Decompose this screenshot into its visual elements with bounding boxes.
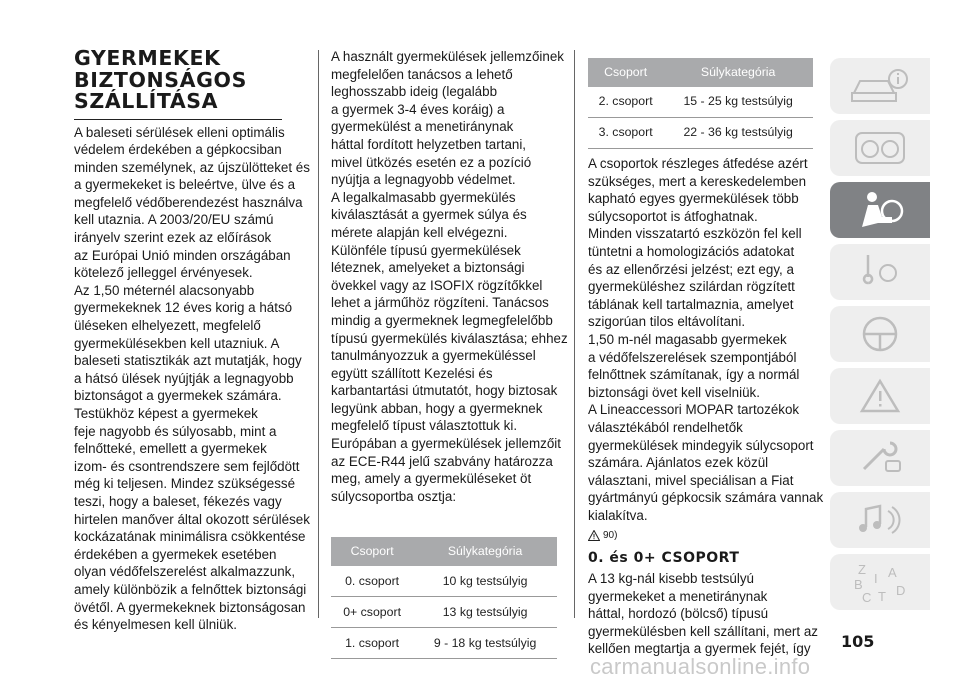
text-line: mindig a gyermeknek legmegfelelőbb <box>331 312 553 328</box>
dashboard-gauge-icon <box>848 125 912 171</box>
wrench-car-icon <box>848 435 912 481</box>
column-3 <box>588 58 824 658</box>
text-line: háttal fordított helyzetben tartani, <box>331 136 527 152</box>
text-line: gyermekeknek 12 éves korig a hátsó <box>74 300 293 316</box>
text-line: kell utaznia. A 2003/20/EU számú <box>74 212 274 228</box>
text-line: kialakítva. <box>588 507 648 523</box>
index-letter: T <box>878 589 886 604</box>
text-line: biztonsági övet kell viselniük. <box>588 384 760 400</box>
text-line: A 13 kg-nál kisebb testsúlyú <box>588 571 754 587</box>
text-line: az ECE-R44 jelű szabvány határozza <box>331 453 553 469</box>
table-cell: 13 kg testsúlyig <box>413 597 557 628</box>
index-letter: B <box>854 577 863 592</box>
text-line: A baleseti sérülések elleni optimális <box>74 124 285 140</box>
tab-car-info[interactable] <box>830 58 930 114</box>
text-line: legyünk abban, hogy a gyermeknek <box>331 400 543 416</box>
text-line: biztonságot a gyermekek számára. <box>74 388 282 404</box>
text-line: gyermekeket a menetiránynak <box>588 588 768 604</box>
seat-safety-icon <box>848 187 912 233</box>
text-line: tanulmányozzuk a gyermeküléssel <box>331 348 536 364</box>
tab-driving[interactable] <box>830 306 930 362</box>
text-line: szükséges, mert a kereskedelemben <box>588 173 807 189</box>
title-line: GYERMEKEK <box>74 46 221 70</box>
text-line: gyermekülést a menetiránynak <box>331 119 514 135</box>
table-header-weight: Súlykategória <box>413 537 557 566</box>
text-line: teszi, hogy a baleset, fékezés vagy <box>74 493 282 509</box>
column-divider <box>574 50 575 618</box>
tab-maintenance[interactable] <box>830 430 930 486</box>
table-cell: 10 kg testsúlyig <box>413 566 557 597</box>
index-letter: A <box>888 565 897 580</box>
text-line: lehet a járműhöz rögzíteni. Tanácsos <box>331 295 549 311</box>
text-line: olyan védőfelszerelést alkalmazzunk, <box>74 564 296 580</box>
text-line: gyermekülések mindegyik súlycsoport <box>588 437 814 453</box>
text-line: védelem érdekében a gépkocsiban <box>74 142 282 158</box>
text-line: és az ellenőrzési jelzést; ezt egy, a <box>588 261 794 277</box>
text-line: a hátsó ülések nyújtják a legnagyobb <box>74 370 294 386</box>
text-line: megfelelő védőberendezést használva <box>74 194 303 210</box>
table-cell: 1. csoport <box>331 628 413 659</box>
text-line: felnőttnek számítanak, így a normál <box>588 367 800 383</box>
warning-triangle-icon <box>588 530 600 541</box>
text-line: kötelező jelleggel érvényesek. <box>74 265 253 281</box>
text-line: Testükhöz képest a gyermekek <box>74 406 258 421</box>
text-line: még ki teljesen. Mindez szükségessé <box>74 476 296 492</box>
text-line: övétől. A gyermekeknek biztonságosan <box>74 599 306 615</box>
section-title <box>74 48 282 120</box>
table-row <box>588 87 813 118</box>
text-line: megfelelően tanácsos a lehető <box>331 66 513 82</box>
car-info-icon <box>848 63 912 109</box>
text-line: az Európai Unió minden országában <box>74 247 291 263</box>
text-line: megfelelő típust választottuk ki. <box>331 418 518 434</box>
multimedia-icon <box>848 497 912 543</box>
text-line: övekkel vagy az ISOFIX rögzítőkkel <box>331 277 543 293</box>
page-number: 105 <box>841 632 875 651</box>
text-line: a védőfelszerelések szempontjából <box>588 349 797 365</box>
steering-wheel-icon <box>848 311 912 357</box>
subheading: 0. és 0+ CSOPORT <box>588 550 740 567</box>
index-letter: I <box>874 571 878 586</box>
text-line: gyártmányú gépkocsik számára vannak <box>588 490 824 506</box>
text-line: amely különbözik a felnőttek biztonsági <box>74 581 307 597</box>
text-line: üléseken elhelyezett, megfelelő <box>74 318 261 334</box>
text-line: a gyermekeket is beleértve, ülve és a <box>74 177 296 193</box>
body-text <box>588 570 818 658</box>
table-cell: 9 - 18 kg testsúlyig <box>413 628 557 659</box>
warning-triangle-icon <box>848 373 912 419</box>
text-line: súlycsoportot is átfoghatnak. <box>588 208 758 224</box>
tab-dashboard[interactable] <box>830 120 930 176</box>
text-line: gyermekülésben kell szállítani, mert az <box>588 623 818 639</box>
text-line: A legalkalmasabb gyermekülés <box>331 189 516 205</box>
table-row <box>331 597 557 628</box>
title-line: BIZTONSÁGOS <box>74 67 247 92</box>
text-line: hirtelen manőver által okozott sérülések <box>74 511 310 527</box>
weight-group-table <box>588 58 813 149</box>
text-line: felnőtteké, emellett a gyermekek <box>74 441 267 457</box>
text-line: mivel ütközés esetén ez a pozíció <box>331 154 532 170</box>
text-line: és kényelmesen kell ülniük. <box>74 617 238 633</box>
text-line: táblának kell tartalmaznia, amelyet <box>588 296 794 312</box>
text-line: baleseti statisztikák azt mutatják, hogy <box>74 353 302 369</box>
warning-reference[interactable] <box>588 526 813 544</box>
column-2 <box>331 48 568 659</box>
key-start-icon <box>848 249 912 295</box>
text-line: irányelv szerint ezek az előírások <box>74 230 272 246</box>
text-line: Különféle típusú gyermekülések <box>331 242 521 258</box>
text-line: nyújtja a legnagyobb védelmet. <box>331 172 516 188</box>
index-letter: C <box>862 590 872 605</box>
table-cell: 0+ csoport <box>331 597 413 628</box>
tab-starting[interactable] <box>830 244 930 300</box>
tab-emergency[interactable] <box>830 368 930 424</box>
table-cell: 3. csoport <box>588 118 663 149</box>
column-1 <box>74 46 310 634</box>
text-line: A Lineaccessori MOPAR tartozékok <box>588 402 800 418</box>
text-line: leghosszabb ideig (legalább <box>331 84 498 100</box>
text-line: választani, mivel speciálisan a Fiat <box>588 472 794 488</box>
text-line: mérete alapján kell elvégezni. <box>331 224 508 240</box>
table-header-group: Csoport <box>331 537 413 566</box>
text-line: típusú gyermekülés kiválasztása; ehhez <box>331 330 568 346</box>
table-cell: 22 - 36 kg testsúlyig <box>663 118 813 149</box>
body-text <box>74 124 310 634</box>
text-line: gyermeküléshez szilárdan rögzített <box>588 279 795 295</box>
body-text <box>331 48 568 505</box>
text-line: kiválasztását a gyermek súlya és <box>331 207 527 223</box>
text-line: kockázatának minimálisra csökkentése <box>74 529 306 545</box>
table-cell: 15 - 25 kg testsúlyig <box>663 87 813 118</box>
chapter-sidebar <box>830 58 930 616</box>
index-letter: D <box>896 583 906 598</box>
text-line: Európában a gyermekülések jellemzőit <box>331 436 561 452</box>
text-line: tüntetni a homologizációs adatokat <box>588 243 795 259</box>
text-line: A csoportok részleges átfedése azért <box>588 156 808 171</box>
table-cell: 2. csoport <box>588 87 663 118</box>
column-divider <box>318 50 319 618</box>
table-row <box>331 628 557 659</box>
text-line: gyermekülésekben kell utazniuk. A <box>74 335 280 351</box>
text-line: számára. Ajánlatos ezek közül <box>588 455 769 471</box>
text-line: választékából rendelhetők <box>588 419 743 435</box>
tab-index[interactable] <box>830 554 930 610</box>
text-line: együtt szállított Kezelési és <box>331 365 493 381</box>
text-line: karbantartási útmutatót, hogy biztosak <box>331 383 558 399</box>
table-cell: 0. csoport <box>331 566 413 597</box>
text-line: kapható egyes gyermekülések több <box>588 191 799 207</box>
text-line: súlycsoportba osztja: <box>331 488 457 504</box>
watermark: carmanualsonline.info <box>590 654 811 679</box>
text-line: minden személynek, az újszülötteket és <box>74 159 310 175</box>
text-line: feje nagyobb és súlyosabb, mint a <box>74 423 277 439</box>
index-letter: Z <box>858 562 866 577</box>
text-line: meg, amely a gyermeküléseket öt <box>331 471 532 487</box>
tab-safety[interactable] <box>830 182 930 238</box>
text-line: léteznek, amelyeket a biztonsági <box>331 260 525 276</box>
table-row <box>588 118 813 149</box>
text-line: a gyermek 3-4 éves koráig) a <box>331 101 505 117</box>
table-row <box>331 566 557 597</box>
index-letters-icon <box>848 559 912 605</box>
text-line: érdekében a gyermekek esetében <box>74 546 277 562</box>
tab-multimedia[interactable] <box>830 492 930 548</box>
text-line: Minden visszatartó eszközön fel kell <box>588 226 802 242</box>
title-line: SZÁLLÍTÁSA <box>74 89 219 113</box>
table-header-weight: Súlykategória <box>663 58 813 87</box>
body-text <box>588 155 824 524</box>
text-line: szigorúan tilos eltávolítani. <box>588 314 746 330</box>
table-header-group: Csoport <box>588 58 663 87</box>
text-line: Az 1,50 méternél alacsonyabb <box>74 282 255 298</box>
weight-group-table <box>331 537 557 659</box>
warning-ref-number: 90) <box>603 529 618 541</box>
text-line: 1,50 m-nél magasabb gyermekek <box>588 331 787 347</box>
text-line: kellően megtartja a gyermek fejét, így <box>588 641 811 657</box>
text-line: izom- és csontrendszere sem fejlődött <box>74 458 300 474</box>
text-line: A használt gyermekülések jellemzőinek <box>331 49 564 64</box>
text-line: háttal, hordozó (bölcső) típusú <box>588 606 769 622</box>
